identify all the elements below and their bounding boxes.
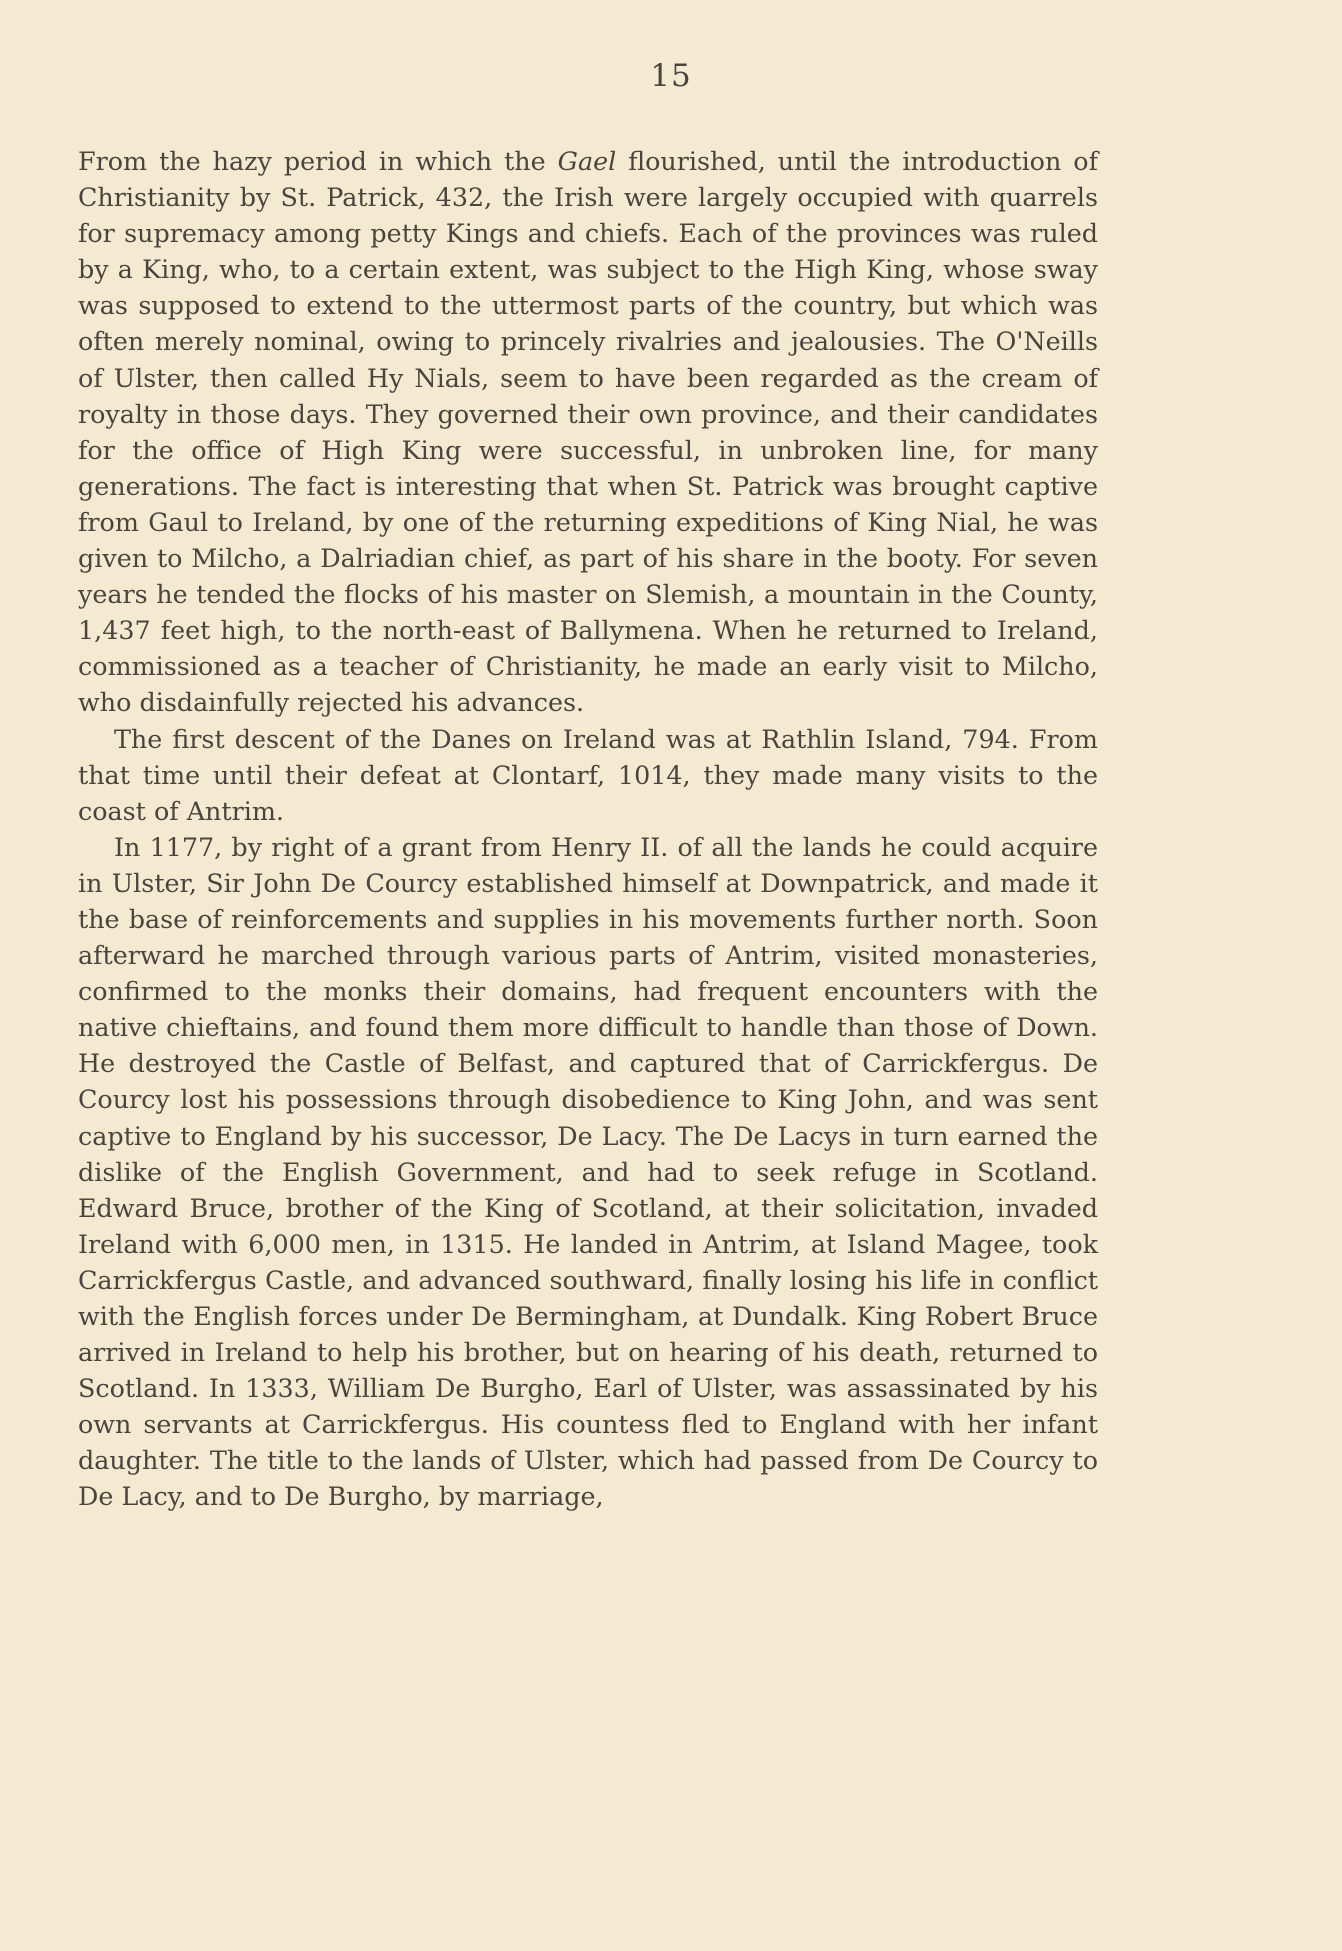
paragraph-de-courcy: In 1177, by right of a grant from Henry II. of all the lands he could acquire in Ulster, Sir John De Courcy established himself at Downpatrick, and made it the base of reinforcements and supplies in his movements further north. Soon afterward he marched through various parts of Antrim, visited monasteries, confirmed to the monks their domains, had frequent encounters with the native chieftains, and found them more difficult to handle than those of Down. He destroyed the Castle of Belfast, and captured that of Carrickfergus. De Courcy lost his possessions through disobedience to King John, and was sent captive to England by his successor, De Lacy. The De Lacys in turn earned the dislike of the English Government, and had to seek refuge in Scotland. Edward Bruce, brother of the King of Scotland, at their solicitation, invaded Ireland with 6,000 men, in 1315. He landed in Antrim, at Island Magee, took Carrickfergus Castle, and advanced southward, finally losing his life in conflict with the English forces under De Bermingham, at Dundalk. King Robert Bruce arrived in Ireland to help his brother, but on hearing of his death, returned to Scotland. In 1333, William De Burgho, Earl of Ulster, was assassinated by his own servants at Carrickfergus. His countess fled to England with her infant daughter. The title to the lands of Ulster, which had passed from De Courcy to De Lacy, and to De Burgho, by marriage, <box>78 831 1098 1512</box>
paragraph-danes: The first descent of the Danes on Ireland was at Rathlin Island, 794. From that time until their defeat at Clontarf, 1014, they made many visits to the coast of Antrim. <box>78 723 1098 826</box>
italic-term-gael: Gael <box>557 146 617 176</box>
paragraph-1-text-start: From the hazy period in which the <box>78 146 558 176</box>
page-number: 15 <box>650 58 692 94</box>
paragraph-1-text-end: flourished, until the introduction of Christianity by St. Patrick, 432, the Irish were largely occupied with quarrels for supremacy among petty Kings and chiefs. Each of the provinces was ruled by a King, who, to a certain extent, was subject to the High King, whose sway was supposed to extend to the uttermost parts of the country, but which was often merely nominal, owing to princely rivalries and jealousies. The O'Neills of Ulster, then called Hy Nials, seem to have been regarded as the cream of royalty in those days. They governed their own province, and their candidates for the office of High King were successful, in unbroken line, for many generations. The fact is interesting that when St. Patrick was brought captive from Gaul to Ireland, by one of the returning expeditions of King Nial, he was given to Milcho, a Dalriadian chief, as part of his share in the booty. For seven years he tended the flocks of his master on Slemish, a mountain in the County, 1,437 feet high, to the north-east of Ballymena. When he returned to Ireland, commissioned as a teacher of Christianity, he made an early visit to Milcho, who disdainfully rejected his advances. <box>78 146 1098 718</box>
paragraph-gael <box>78 143 1098 721</box>
body-text <box>78 143 1098 1515</box>
